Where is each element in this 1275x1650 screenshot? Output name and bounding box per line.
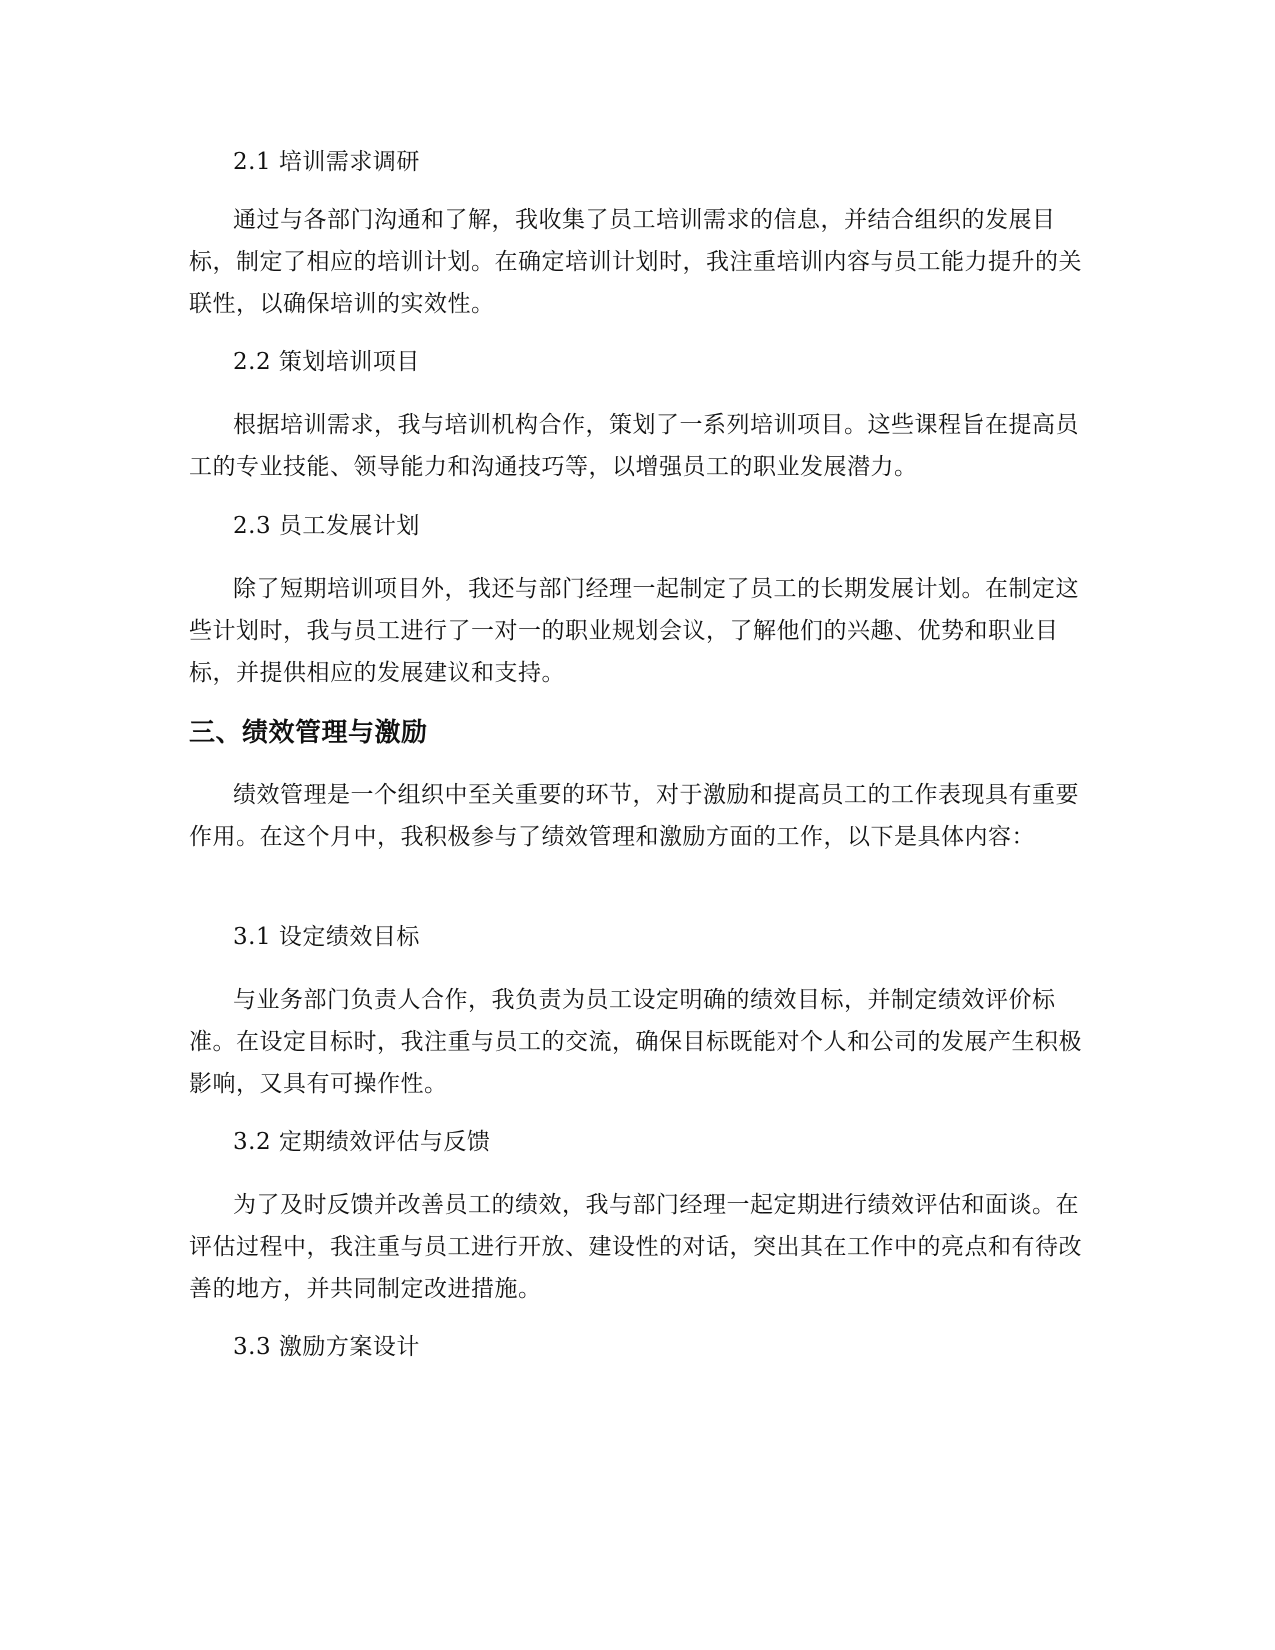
section-2-1-paragraph: 通过与各部门沟通和了解，我收集了员工培训需求的信息，并结合组织的发展目标，制定了相应的培训计划。在确定培训计划时，我注重培训内容与员工能力提升的关联性，以确保培训的实效性。 <box>189 207 1082 317</box>
section-2-2-title: 2.2 策划培训项目 <box>233 349 420 375</box>
section-3-3-title: 3.3 激励方案设计 <box>233 1334 420 1360</box>
section-3-1-title: 3.1 设定绩效目标 <box>233 924 420 950</box>
section-2-3-paragraph: 除了短期培训项目外，我还与部门经理一起制定了员工的长期发展计划。在制定这些计划时，我与员工进行了一对一的职业规划会议，了解他们的兴趣、优势和职业目标，并提供相应的发展建议和支持。 <box>189 576 1079 686</box>
section-2-2-paragraph: 根据培训需求，我与培训机构合作，策划了一系列培训项目。这些课程旨在提高员工的专业技能、领导能力和沟通技巧等，以增强员工的职业发展潜力。 <box>189 412 1079 480</box>
section-3-2-title: 3.2 定期绩效评估与反馈 <box>233 1129 491 1155</box>
section-2-3-title: 2.3 员工发展计划 <box>233 513 420 539</box>
chapter-3-intro: 绩效管理是一个组织中至关重要的环节，对于激励和提高员工的工作表现具有重要作用。在这个月中，我积极参与了绩效管理和激励方面的工作，以下是具体内容： <box>189 782 1079 850</box>
section-3-1-paragraph: 与业务部门负责人合作，我负责为员工设定明确的绩效目标，并制定绩效评价标准。在设定目标时，我注重与员工的交流，确保目标既能对个人和公司的发展产生积极影响，又具有可操作性。 <box>189 987 1082 1097</box>
section-3-2-paragraph: 为了及时反馈并改善员工的绩效，我与部门经理一起定期进行绩效评估和面谈。在评估过程中，我注重与员工进行开放、建设性的对话，突出其在工作中的亮点和有待改善的地方，并共同制定改进措施。 <box>189 1192 1082 1302</box>
section-2-1-title: 2.1 培训需求调研 <box>233 149 420 175</box>
chapter-3-heading: 三、绩效管理与激励 <box>189 718 428 748</box>
